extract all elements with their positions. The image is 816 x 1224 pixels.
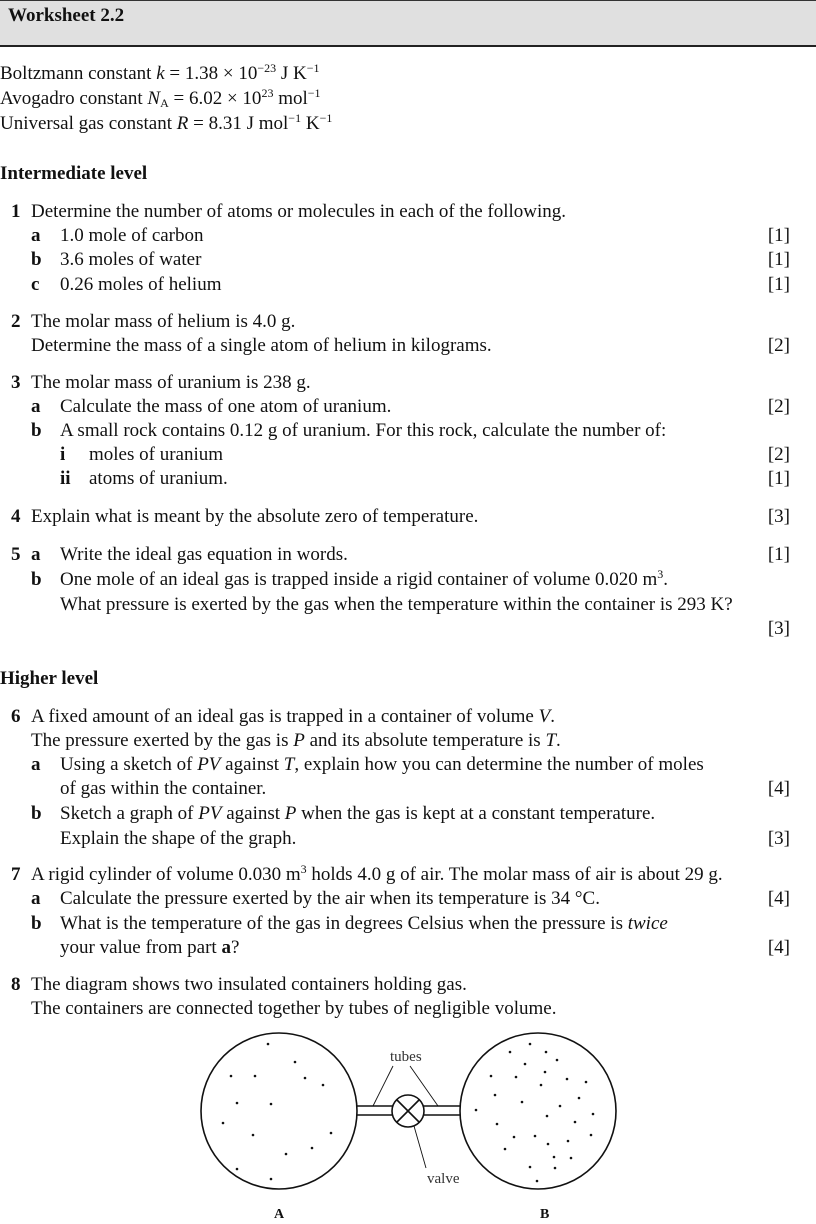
marks-1a: [1]	[767, 225, 790, 246]
worksheet-header	[0, 0, 816, 47]
question-2-line2: Determine the mass of a single atom of helium in kilograms.	[31, 335, 492, 356]
question-7b-line2: your value from part a?	[60, 937, 240, 958]
question-1: 1 Determine the number of atoms or molecules in each of the following.	[11, 201, 567, 222]
container-b	[460, 1033, 616, 1189]
question-3b-i: i moles of uranium	[60, 444, 224, 465]
question-8-line2: The containers are connected together by tubes of negligible volume.	[31, 998, 557, 1019]
marks-1b: [1]	[767, 249, 790, 270]
question-6a: a Using a sketch of PV against T, explain how you can determine the number of moles	[31, 754, 704, 775]
marks-6a: [4]	[767, 778, 790, 799]
constant-boltzmann: Boltzmann constant $k = 1.38 \times 10^{-23}$ J $K^{-1}$	[0, 61, 320, 84]
question-6-line2: The pressure exerted by the gas is P and its absolute temperature is T.	[31, 730, 561, 751]
marks-5b: [3]	[767, 618, 790, 639]
question-2: 2 The molar mass of helium is 4.0 g.	[11, 311, 296, 332]
marks-3b-i: [2]	[767, 444, 790, 465]
section-heading-higher: Higher level	[0, 668, 99, 689]
valve-icon	[392, 1095, 424, 1127]
label-container-a: A	[274, 1207, 285, 1222]
question-7b: b What is the temperature of the gas in degrees Celsius when the pressure is twice	[31, 913, 668, 934]
constant-gas: Universal gas constant R = 8.31 J mol$^{-1}$ $K^{-1}$	[0, 111, 333, 134]
question-6: 6 A fixed amount of an ideal gas is trapped in a container of volume V.	[11, 706, 555, 727]
question-6a-line2: of gas within the container.	[60, 778, 267, 799]
marks-6b: [3]	[767, 828, 790, 849]
containers-diagram	[190, 1030, 630, 1224]
question-3a: a Calculate the mass of one atom of uranium.	[31, 396, 392, 417]
marks-7b: [4]	[767, 937, 790, 958]
label-valve: valve	[427, 1171, 460, 1187]
question-3b-ii: ii atoms of uranium.	[60, 468, 228, 489]
container-a	[201, 1033, 357, 1189]
question-5a: 5 a Write the ideal gas equation in words.	[11, 544, 348, 565]
worksheet-title: Worksheet 2.2	[8, 5, 125, 26]
question-4: 4 Explain what is meant by the absolute zero of temperature.	[11, 506, 479, 527]
question-1b: b 3.6 moles of water	[31, 249, 202, 270]
question-3b: b A small rock contains 0.12 g of uranium. For this rock, calculate the number of:	[31, 420, 667, 441]
marks-5a: [1]	[767, 544, 790, 565]
marks-4: [3]	[767, 506, 790, 527]
marks-3a: [2]	[767, 396, 790, 417]
marks-3b-ii: [1]	[767, 468, 790, 489]
question-3: 3 The molar mass of uranium is 238 g.	[11, 372, 311, 393]
label-tubes: tubes	[390, 1049, 422, 1065]
question-7a: a Calculate the pressure exerted by the air when its temperature is 34 °C.	[31, 888, 600, 909]
label-container-b: B	[540, 1207, 550, 1222]
marks-2: [2]	[767, 335, 790, 356]
question-1c: c 0.26 moles of helium	[31, 274, 222, 295]
question-6b: b Sketch a graph of PV against P when the gas is kept at a constant temperature.	[31, 803, 656, 824]
constant-avogadro: Avogadro constant $N_A = 6.02 \times 10^{23}$ mol$^{-1}$	[0, 86, 321, 110]
question-7: 7 A rigid cylinder of volume 0.030 $m^3$ holds 4.0 g of air. The molar mass of air is about 29 g.	[11, 862, 723, 885]
marks-1c: [1]	[767, 274, 790, 295]
marks-7a: [4]	[767, 888, 790, 909]
question-1a: a 1.0 mole of carbon	[31, 225, 204, 246]
question-5b-line2: What pressure is exerted by the gas when the temperature within the container is 293 K?	[60, 594, 733, 615]
question-5b: b One mole of an ideal gas is trapped inside a rigid container of volume 0.020 $m^3$.	[31, 567, 669, 590]
gas-particles-b	[475, 1043, 595, 1183]
gas-particles-a	[222, 1043, 333, 1181]
question-6b-line2: Explain the shape of the graph.	[60, 828, 297, 849]
question-8: 8 The diagram shows two insulated containers holding gas.	[11, 974, 467, 995]
section-heading-intermediate: Intermediate level	[0, 163, 148, 184]
